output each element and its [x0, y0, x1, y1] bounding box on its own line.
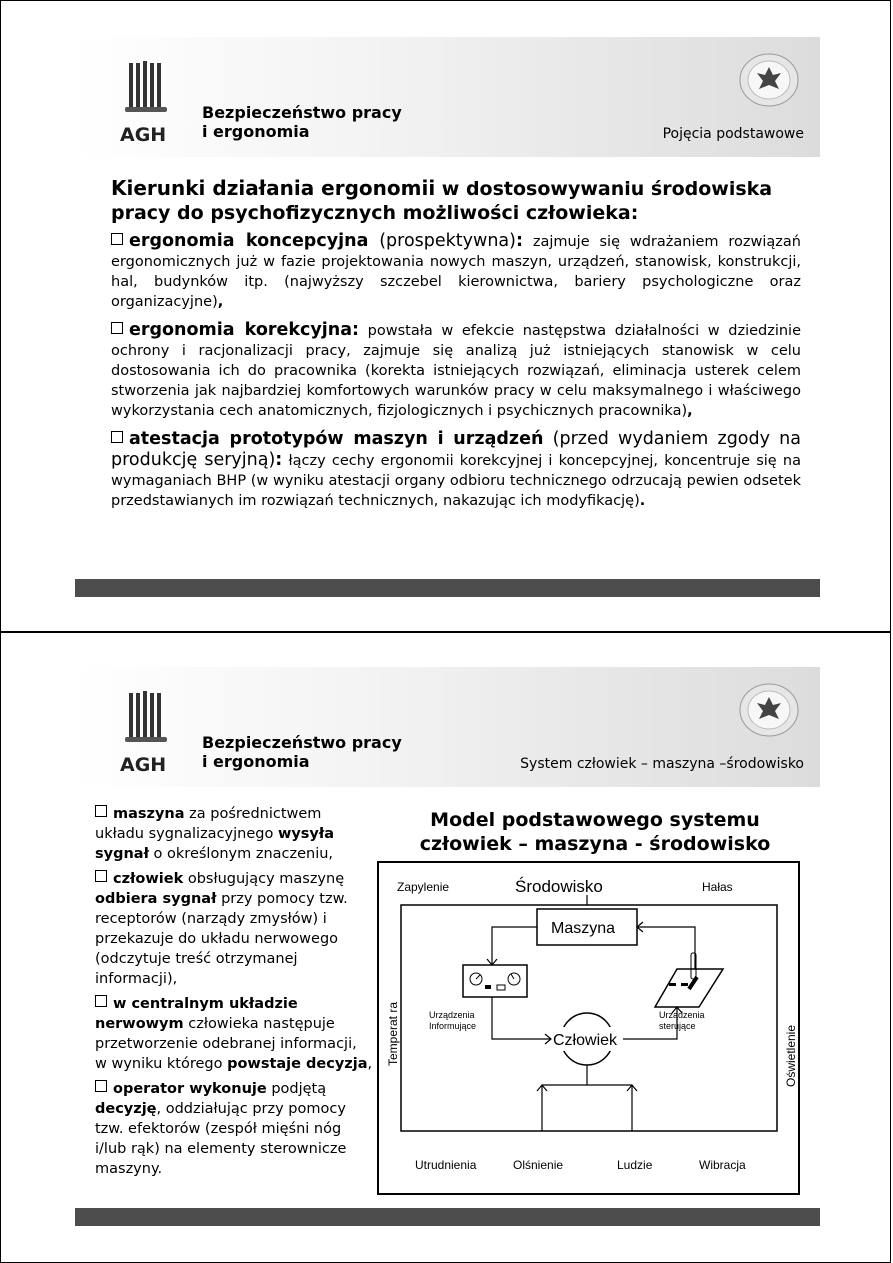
- list-item: ergonomia korekcyjna: powstała w efekcie następstwa działalności w dziedzinie ochrony i racjonalizacji pracy, zajmuje się analizą już istniejących stanowisk w celu dostosowania ich do pracownika (korekta istniejących rozwiązań, eliminacja usterek celem stworzenia jak najbardziej komfortowych warunków pracy w celu maksymalnego i właściwego wykorzystania cech anatomicznych, fizjologicznych i psychicznych pracownika),: [111, 320, 801, 419]
- course-title: Bezpieczeństwo pracy i ergonomia: [202, 103, 402, 141]
- checkbox-bullet-icon: [95, 870, 107, 882]
- label-maszyna: Maszyna: [551, 920, 616, 937]
- checkbox-bullet-icon: [111, 431, 123, 443]
- slide-2-list: [95, 804, 373, 1184]
- slide-heading: Kierunki działania ergonomii w dostosowywaniu środowiska pracy do psychofizycznych możliwości człowieka:: [111, 176, 773, 224]
- slide-topic: System człowiek – maszyna –środowisko: [520, 756, 804, 772]
- slide-header: [75, 37, 820, 157]
- slide-footer-bar: [75, 1208, 820, 1226]
- slide-2: [75, 667, 820, 1237]
- label-urz-inf-1: Urządzenia: [429, 1010, 475, 1020]
- university-seal-icon: [738, 51, 800, 109]
- label-urz-inf-2: Informujące: [429, 1021, 477, 1031]
- diagram-title: Model podstawowego systemu człowiek – maszyna - środowisko: [419, 809, 771, 855]
- label-wibracja: Wibracja: [699, 1158, 746, 1172]
- slide-footer-bar: [75, 579, 820, 597]
- label-zapylenie: Zapylenie: [397, 880, 450, 894]
- system-model-diagram: [377, 861, 800, 1195]
- list-item: operator wykonuje podjętą decyzję, oddziałując przy pomocy tzw. efektorów (zespół mięśni nóg i/lub rąk) na elementy sterownicze maszyny.: [95, 1081, 347, 1177]
- display-device-icon: [463, 965, 527, 997]
- label-urz-ster-2: sterujące: [659, 1021, 696, 1031]
- course-title: Bezpieczeństwo pracy i ergonomia: [202, 733, 402, 771]
- svg-text:AGH: AGH: [120, 124, 167, 146]
- label-ludzie: Ludzie: [617, 1158, 653, 1172]
- label-temperatura: Temperat ra: [386, 1001, 400, 1066]
- slide-topic: Pojęcia podstawowe: [662, 126, 804, 142]
- checkbox-bullet-icon: [95, 805, 107, 817]
- label-utrudnienia: Utrudnienia: [415, 1158, 477, 1172]
- label-halas: Hałas: [702, 880, 733, 894]
- label-olsnienie: Olśnienie: [513, 1158, 564, 1172]
- page-1: [0, 0, 891, 632]
- checkbox-bullet-icon: [111, 322, 123, 334]
- svg-text:AGH: AGH: [120, 754, 167, 776]
- label-oswietlenie: Oświetlenie: [784, 1024, 798, 1087]
- label-srodowisko: Środowisko: [515, 877, 603, 896]
- checkbox-bullet-icon: [95, 1080, 107, 1092]
- slide-header: [75, 667, 820, 787]
- slide-1: [75, 37, 820, 597]
- page-2: [0, 632, 891, 1263]
- checkbox-bullet-icon: [111, 233, 123, 245]
- list-item: w centralnym układzie nerwowym człowieka następuje przetworzenie odebranej informacji, w wyniku którego powstaje decyzja,: [95, 996, 373, 1072]
- list-item: maszyna za pośrednictwem układu sygnalizacyjnego wysyła sygnał o określonym znaczeniu,: [95, 806, 335, 862]
- checkbox-bullet-icon: [95, 995, 107, 1007]
- agh-logo-icon: [119, 691, 173, 777]
- list-item: ergonomia koncepcyjna (prospektywna): zajmuje się wdrażaniem rozwiązań ergonomicznych już w fazie projektowania nowych maszyn, urządzeń, stanowisk, konstrukcji, hal, budynków itp. (najwyższy szczebel kierownictwa, bariery psychologiczne oraz organizacyjne),: [111, 231, 801, 310]
- agh-logo-icon: [119, 61, 173, 147]
- slide-1-content: [111, 177, 801, 519]
- label-czlowiek: Człowiek: [553, 1032, 618, 1049]
- label-urz-ster-1: Urządzenia: [659, 1010, 705, 1020]
- university-seal-icon: [738, 681, 800, 739]
- list-item: człowiek obsługujący maszynę odbiera sygnał przy pomocy tzw. receptorów (narządy zmysłów) i przekazuje do układu nerwowego (odczytuje treść otrzymanej informacji),: [95, 871, 348, 987]
- list-item: atestacja prototypów maszyn i urządzeń (przed wydaniem zgody na produkcję seryjną): łączy cechy ergonomii korekcyjnej i koncepcyjnej, koncentruje się na wymaganiach BHP (w wyniku atestacji organy odbioru technicznego odrzucają pewien odsetek przedstawianych im rozwiązań technicznych, nakazując ich modyfikację).: [111, 429, 801, 509]
